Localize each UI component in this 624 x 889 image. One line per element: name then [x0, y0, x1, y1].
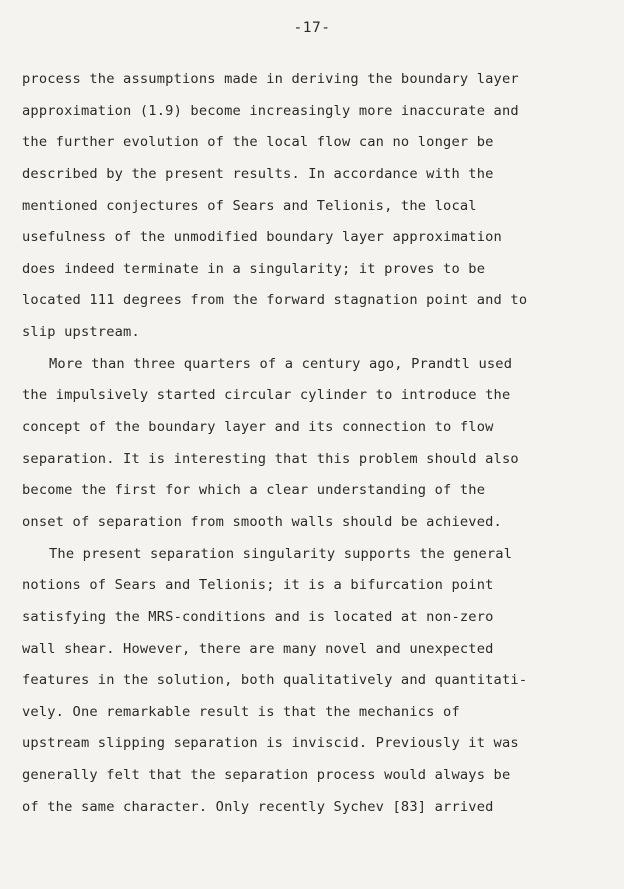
text-line: generally felt that the separation process would always be [22, 767, 511, 784]
text-line: features in the solution, both qualitatively and quantitati- [22, 672, 528, 689]
text-line: mentioned conjectures of Sears and Telionis, the local [22, 197, 477, 214]
text-line: vely. One remarkable result is that the mechanics of [22, 703, 460, 720]
text-line: of the same character. Only recently Sychev [83] arrived [22, 798, 494, 815]
paragraph-first-line: The present separation singularity supports the general [49, 545, 513, 562]
text-line: the impulsively started circular cylinder to introduce the [22, 387, 511, 404]
text-line: concept of the boundary layer and its connection to flow [22, 419, 494, 436]
text-line: does indeed terminate in a singularity; it proves to be [22, 260, 486, 277]
text-line: approximation (1.9) become increasingly more inaccurate and [22, 102, 519, 119]
text-line: slip upstream. [22, 324, 140, 341]
text-line: upstream slipping separation is inviscid. Previously it was [22, 735, 519, 752]
text-line: located 111 degrees from the forward stagnation point and to [22, 292, 528, 309]
text-line: usefulness of the unmodified boundary layer approximation [22, 229, 502, 246]
body-text [22, 64, 612, 823]
text-line: the further evolution of the local flow can no longer be [22, 134, 494, 151]
text-line: wall shear. However, there are many novel and unexpected [22, 640, 494, 657]
page-number: -17- [293, 20, 331, 36]
text-line: separation. It is interesting that this problem should also [22, 450, 519, 467]
text-line: onset of separation from smooth walls should be achieved. [22, 513, 502, 530]
text-line: become the first for which a clear understanding of the [22, 482, 486, 499]
paragraph-first-line: More than three quarters of a century ago, Prandtl used [49, 355, 513, 372]
text-line: satisfying the MRS-conditions and is located at non-zero [22, 608, 494, 625]
text-line: process the assumptions made in deriving the boundary layer [22, 71, 519, 87]
text-line: described by the present results. In accordance with the [22, 165, 494, 182]
text-line: notions of Sears and Telionis; it is a bifurcation point [22, 577, 494, 594]
